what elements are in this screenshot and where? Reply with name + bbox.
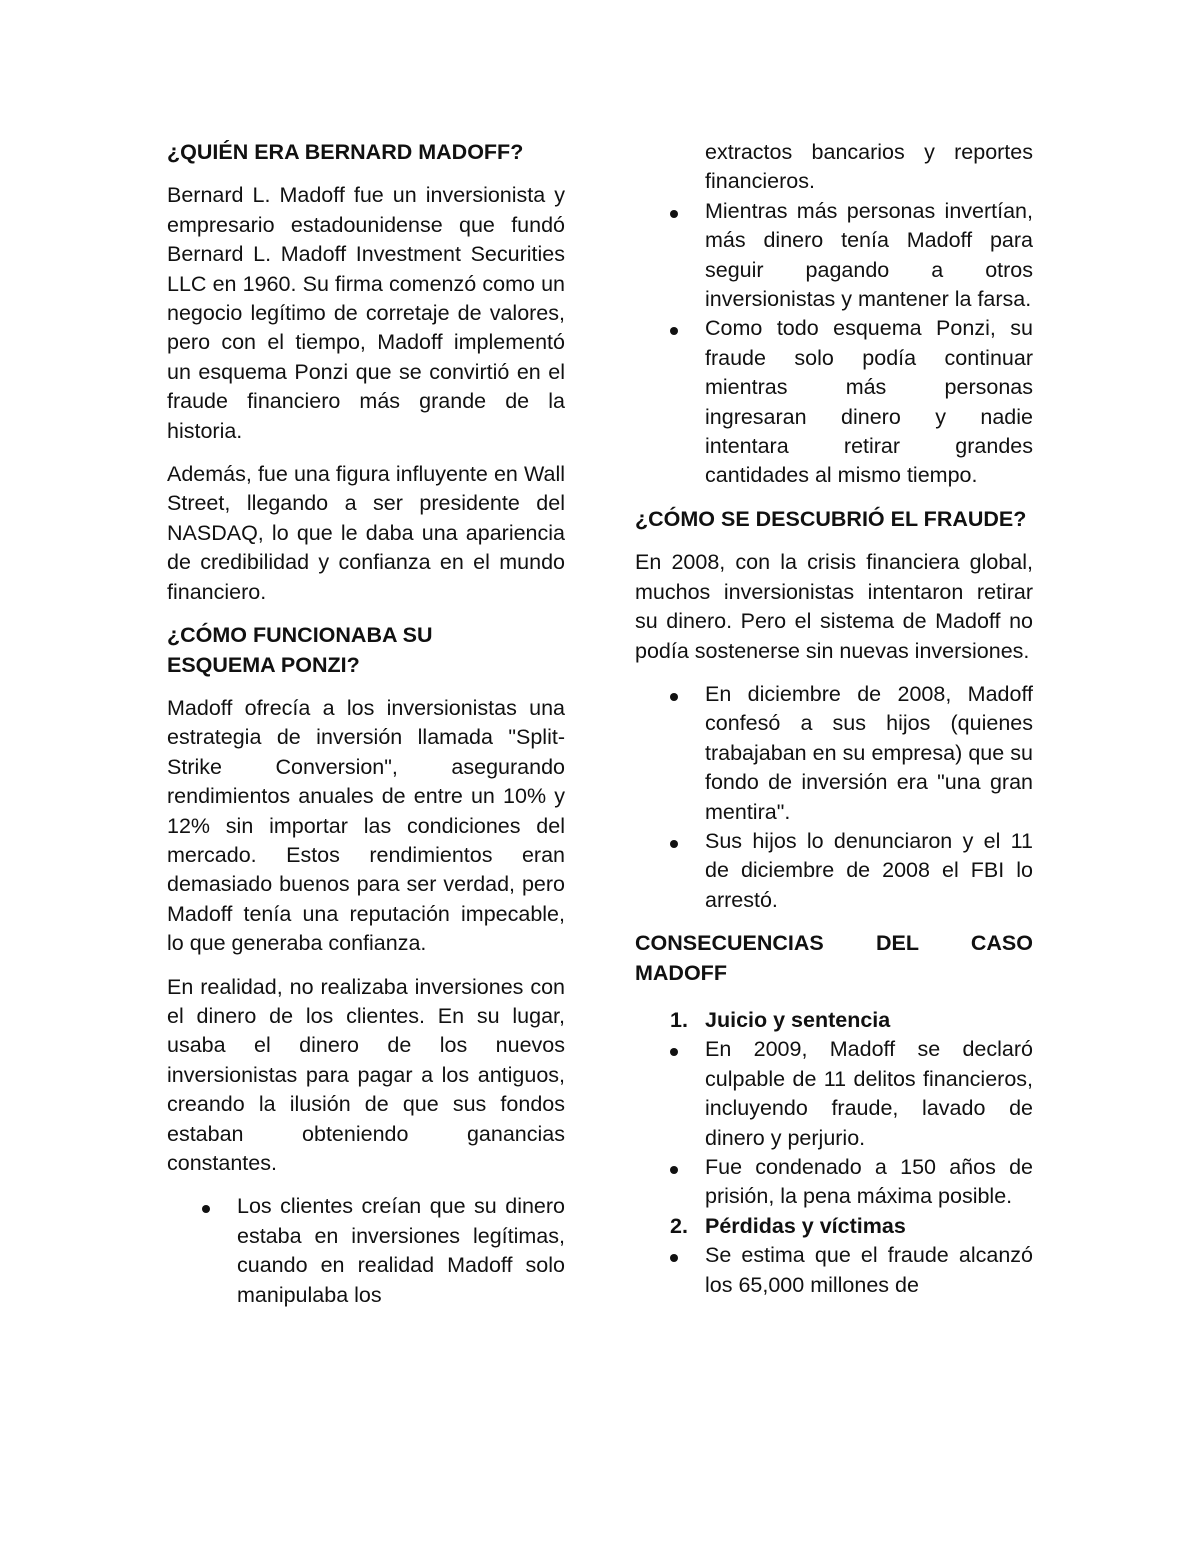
list-item xyxy=(167,1192,565,1310)
list-item-text: Se estima que el fraude alcanzó los 65,000 millones de xyxy=(705,1243,1033,1297)
numbered-item-text: Pérdidas y víctimas xyxy=(705,1213,906,1238)
heading-consecuencias: CONSECUENCIAS DEL CASO MADOFF xyxy=(635,931,1033,985)
bullet-list-left xyxy=(167,1192,565,1310)
list-item xyxy=(635,314,1033,490)
list-item-text: Sus hijos lo denunciaron y el 11 de diciembre de 2008 el FBI lo arrestó. xyxy=(705,828,1033,912)
left-column xyxy=(167,138,565,1324)
list-item xyxy=(635,827,1033,915)
heading-como-se-descubrio: ¿CÓMO SE DESCUBRIÓ EL FRAUDE? xyxy=(635,506,1027,531)
bullet-dot-icon xyxy=(670,1048,678,1056)
paragraph-crisis-2008: En 2008, con la crisis financiera global, muchos inversionistas intentaron retirar su dinero. Pero el sistema de Madoff no podía sostenerse sin nuevas inversiones. xyxy=(635,550,1033,663)
list-item xyxy=(635,1241,1033,1300)
item-number: 2. xyxy=(670,1213,688,1238)
bullet-dot-icon xyxy=(670,840,678,848)
list-item-text: Como todo esquema Ponzi, su fraude solo podía continuar mientras más personas ingresaran dinero y nadie intentara retirar grandes cantidades al mismo tiempo. xyxy=(705,316,1033,488)
list-item-continuation: extractos bancarios y reportes financieros. xyxy=(705,140,1033,194)
bullet-dot-icon xyxy=(670,327,678,335)
bullet-dot-icon xyxy=(670,210,678,218)
list-item-text: Fue condenado a 150 años de prisión, la pena máxima posible. xyxy=(705,1155,1033,1209)
bullet-dot-icon xyxy=(670,1254,678,1262)
numbered-item-perdidas xyxy=(635,1212,1033,1241)
consecuencias-list xyxy=(635,1006,1033,1300)
bullet-list-descubrimiento xyxy=(635,680,1033,915)
list-item xyxy=(635,197,1033,315)
heading-como-funcionaba: ¿CÓMO FUNCIONABA SU ESQUEMA PONZI? xyxy=(167,623,433,677)
right-column xyxy=(635,138,1033,1300)
numbered-item-juicio xyxy=(635,1006,1033,1035)
bullet-dot-icon xyxy=(670,1166,678,1174)
item-number: 1. xyxy=(670,1007,688,1032)
list-item-text: En 2009, Madoff se declaró culpable de 11 delitos financieros, incluyendo fraude, lavado de dinero y perjurio. xyxy=(705,1037,1033,1150)
list-item xyxy=(635,1153,1033,1212)
list-item-text: Mientras más personas invertían, más dinero tenía Madoff para seguir pagando a otros inversionistas y mantener la farsa. xyxy=(705,198,1033,312)
list-item-text: Los clientes creían que su dinero estaba en inversiones legítimas, cuando en realidad Madoff solo manipulaba los xyxy=(237,1194,565,1307)
heading-quien-era: ¿QUIÉN ERA BERNARD MADOFF? xyxy=(167,140,524,164)
list-item xyxy=(635,1035,1033,1153)
paragraph-bio: Bernard L. Madoff fue un inversionista y empresario estadounidense que fundó Bernard L. Madoff Investment Securities LLC en 1960. Su firma comenzó como un negocio legítimo de corretaje de valores, pero con el tiempo, Madoff implementó un esquema Ponzi que se convirtió en el fraude financiero más grande de la historia. xyxy=(167,183,565,443)
bullet-dot-icon xyxy=(670,693,678,701)
paragraph-nasdaq: Además, fue una figura influyente en Wall Street, llegando a ser presidente del NASDAQ, lo que le daba una apariencia de credibilidad y confianza en el mundo financiero. xyxy=(167,462,565,604)
bullet-list-ponzi xyxy=(635,197,1033,491)
paragraph-estrategia: Madoff ofrecía a los inversionistas una estrategia de inversión llamada "Split-Strike Conversion", asegurando rendimientos anuales de entre un 10% y 12% sin importar las condiciones del mercado. Estos rendimientos eran demasiado buenos para ser verdad, pero Madoff tenía una reputación impecable, lo que generaba confianza. xyxy=(167,695,565,956)
list-item xyxy=(635,680,1033,827)
list-item-text: En diciembre de 2008, Madoff confesó a sus hijos (quienes trabajaban en su empresa) que su fondo de inversión era "una gran mentira". xyxy=(705,681,1033,824)
numbered-item-text: Juicio y sentencia xyxy=(705,1007,891,1032)
paragraph-en-realidad: En realidad, no realizaba inversiones con el dinero de los clientes. En su lugar, usaba el dinero de los nuevos inversionistas para pagar a los antiguos, creando la ilusión de que sus fondos estaban obteniendo ganancias constantes. xyxy=(167,974,565,1175)
bullet-dot-icon xyxy=(202,1205,210,1213)
